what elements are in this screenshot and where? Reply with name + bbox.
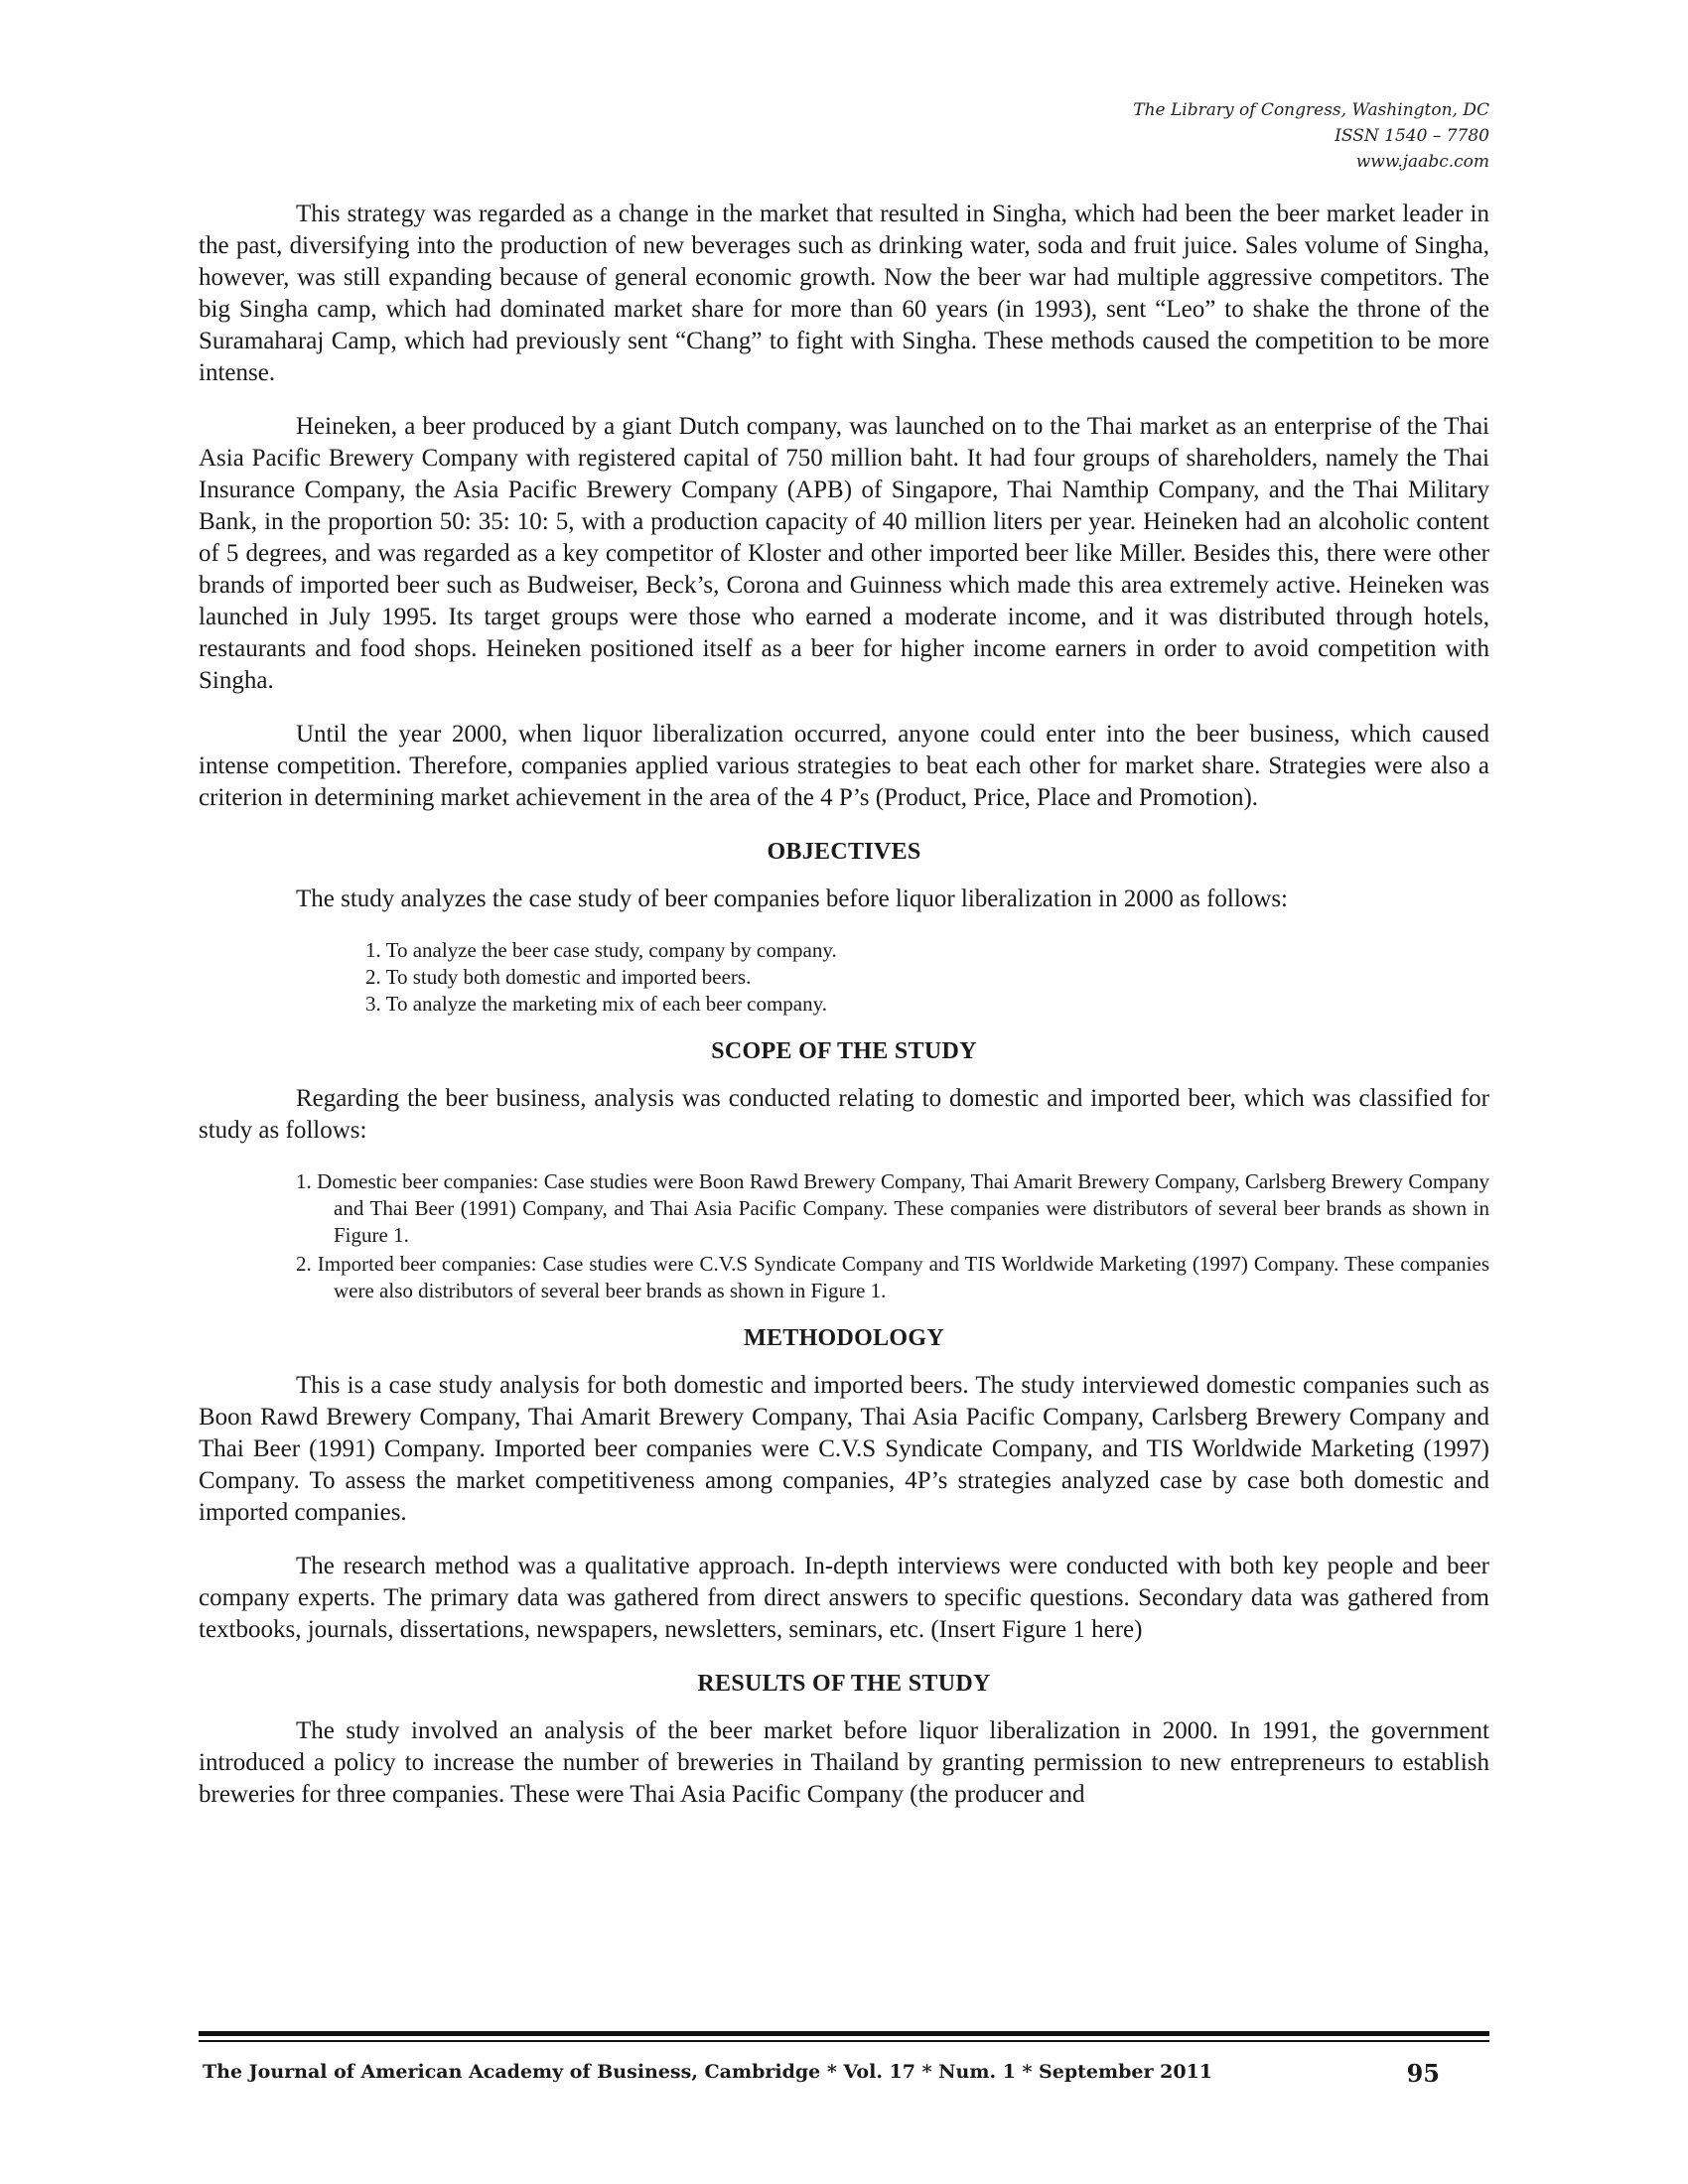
section-heading-scope: SCOPE OF THE STUDY — [711, 1038, 977, 1064]
list-item: 1. To analyze the beer case study, company by company. — [365, 938, 837, 962]
journal-citation: The Journal of American Academy of Business, Cambridge * Vol. 17 * Num. 1 * September 2011 — [203, 2061, 1213, 2083]
section-heading-results: RESULTS OF THE STUDY — [697, 1671, 991, 1697]
objectives-intro: The study analyzes the case study of beer companies before liquor liberalization in 2000 as follows: — [296, 886, 1288, 912]
body-paragraph: This is a case study analysis for both domestic and imported beers. The study interviewed domestic companies such as Boon Rawd Brewery Company, Thai Amarit Brewery Company, Thai Asia Pacific Company, Carlsberg Brewery Company and Thai Beer (1991) Company. Imported beer companies were C.V.S Syndicate Company, and TIS Worldwide Marketing (1997) Company. To assess the market competitiveness among companies, 4P’s strategies analyzed case by case both domestic and imported companies. — [199, 1372, 1489, 1526]
list-item: 2. To study both domestic and imported beers. — [365, 965, 752, 989]
objectives-list — [199, 937, 1489, 1018]
scope-intro: Regarding the beer business, analysis was conducted relating to domestic and imported beer, which was classified for study as follows: — [199, 1085, 1489, 1144]
footer-rule-thick — [199, 2031, 1489, 2036]
header-issn: ISSN 1540 – 7780 — [1335, 126, 1489, 146]
footer-rule-thin — [199, 2040, 1489, 2042]
body-paragraph: Heineken, a beer produced by a giant Dutch company, was launched on to the Thai market as an enterprise of the Thai Asia Pacific Brewery Company with registered capital of 750 million baht. It had four groups of shareholders, namely the Thai Insurance Company, the Asia Pacific Brewery Company (APB) of Singapore, Thai Namthip Company, and the Thai Military Bank, in the proportion 50: 35: 10: 5, with a production capacity of 40 million liters per year. Heineken had an alcoholic content of 5 degrees, and was regarded as a key competitor of Kloster and other imported beer like Miller. Besides this, there were other brands of imported beer such as Budweiser, Beck’s, Corona and Guinness which made this area extremely active. Heineken was launched in July 1995. Its target groups were those who earned a moderate income, and it was distributed through hotels, restaurants and food shops. Heineken positioned itself as a beer for higher income earners in order to avoid competition with Singha. — [199, 413, 1489, 694]
body-paragraph: The study involved an analysis of the beer market before liquor liberalization in 2000. In 1991, the government introduced a policy to increase the number of breweries in Thailand by granting permission to new entrepreneurs to establish breweries for three companies. These were Thai Asia Pacific Company (the producer and — [199, 1717, 1489, 1808]
section-heading-objectives: OBJECTIVES — [767, 839, 921, 865]
body-paragraph: Until the year 2000, when liquor liberalization occurred, anyone could enter into the beer business, which caused intense competition. Therefore, companies applied various strategies to beat each other for market share. Strategies were also a criterion in determining market achievement in the area of the 4 P’s (Product, Price, Place and Promotion). — [199, 721, 1489, 811]
list-item: 2. Imported beer companies: Case studies were C.V.S Syndicate Company and TIS Worldwide Marketing (1997) Company. These companies were also distributors of several beer brands as shown in Figure 1. — [296, 1252, 1489, 1302]
list-item: 3. To analyze the marketing mix of each beer company. — [365, 992, 828, 1016]
body-paragraph: The research method was a qualitative approach. In-depth interviews were conducted with both key people and beer company experts. The primary data was gathered from direct answers to specific questions. Secondary data was gathered from textbooks, journals, dissertations, newspapers, newsletters, seminars, etc. (Insert Figure 1 here) — [199, 1553, 1489, 1643]
section-heading-methodology: METHODOLOGY — [744, 1325, 944, 1351]
list-item: 1. Domestic beer companies: Case studies were Boon Rawd Brewery Company, Thai Amarit Brewery Company, Carlsberg Brewery Company and Thai Beer (1991) Company, and Thai Asia Pacific Company. These companies were distributors of several beer brands as shown in Figure 1. — [296, 1169, 1489, 1247]
running-header — [1133, 97, 1489, 175]
header-website: www.jaabc.com — [1355, 152, 1489, 172]
body-paragraph: This strategy was regarded as a change in the market that resulted in Singha, which had been the beer market leader in the past, diversifying into the production of new beverages such as drinking water, soda and fruit juice. Sales volume of Singha, however, was still expanding because of general economic growth. Now the beer war had multiple aggressive competitors. The big Singha camp, which had dominated market share for more than 60 years (in 1993), sent “Leo” to shake the throne of the Suramaharaj Camp, which had previously sent “Chang” to fight with Singha. These methods caused the competition to be more intense. — [199, 201, 1489, 386]
header-library: The Library of Congress, Washington, DC — [1133, 100, 1489, 120]
scope-list — [199, 1168, 1489, 1304]
main-text — [199, 199, 1489, 1811]
page-number: 95 — [1406, 2059, 1440, 2088]
